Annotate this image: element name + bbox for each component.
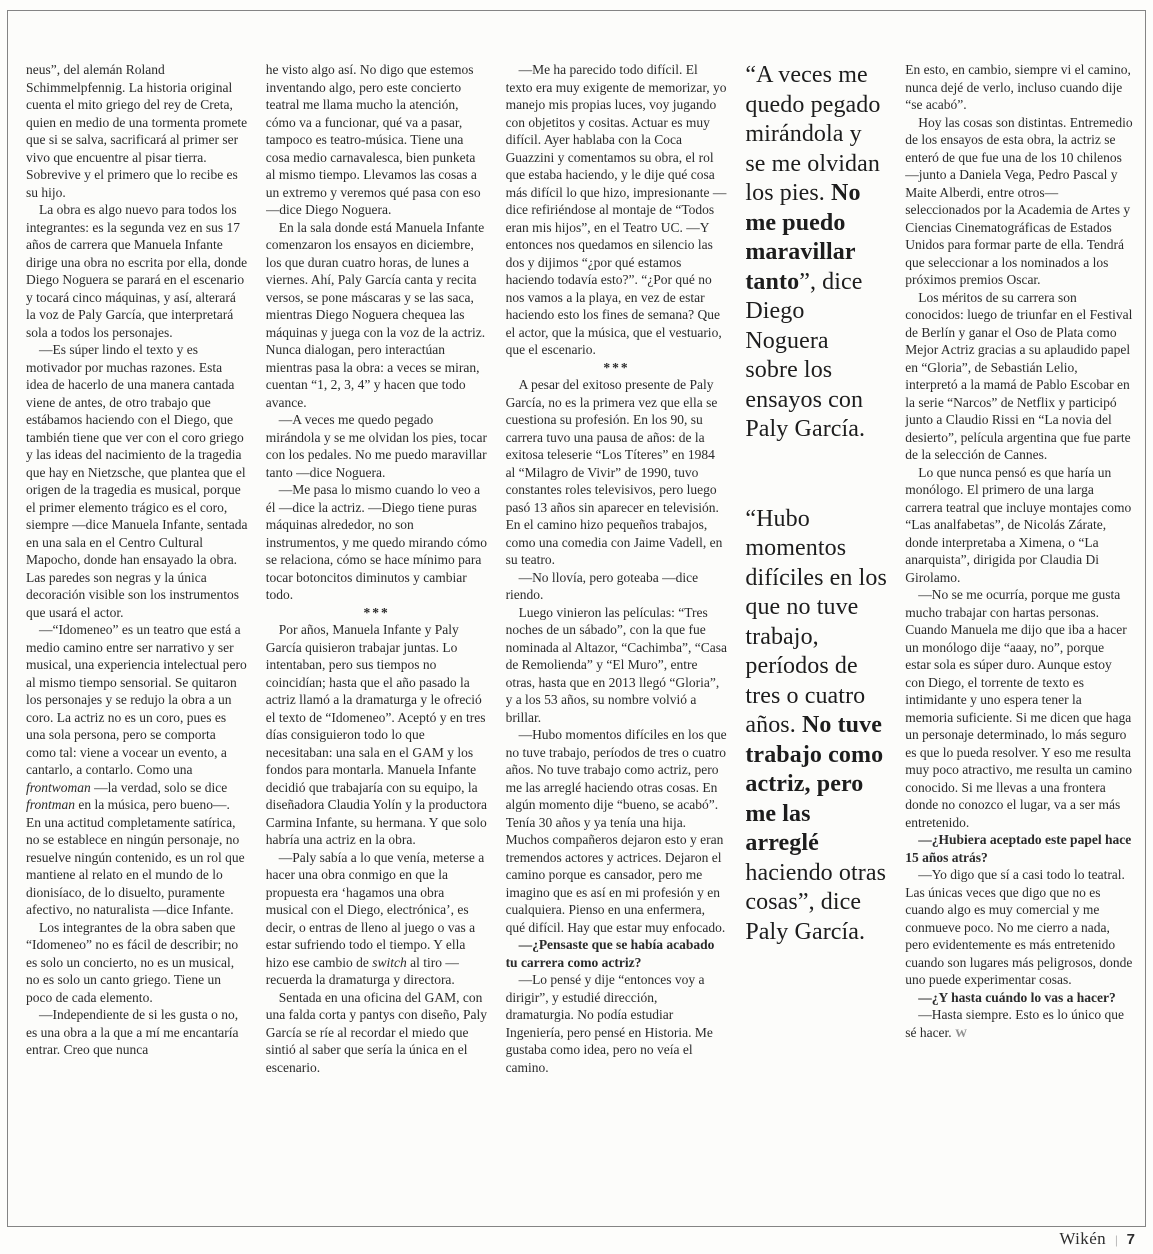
paragraph [905,1006,1133,1042]
text-run: Lo que nunca pensó es que haría un monólogo. El primero de una larga carrera teatral que incluye montajes como “Las analfabetas”, de Nicolás Zárate, donde interpretaba a Ximena, o “La anarquista”, dirigida por Claudia Di Girolamo. [905,464,1132,585]
text-run: al tiro —recuerda la dramaturga y directora. [265,954,459,987]
interview-question [905,831,1133,866]
paragraph [905,464,1133,587]
text-run: switch [372,954,407,970]
text-run: —Paly sabía a lo que venía, meterse a hacer una obra conmigo en que la propuesta era ‘hagamos una obra musical con el Diego, electrónica’, es decir, o entras de lleno al juego o vas a estar sufriendo todo el tiempo. Y ella hizo ese cambio de [265,849,485,970]
text-run: Hoy las cosas son distintas. Entremedio de los ensayos de esta obra, la actriz se enteró de que fue una de los 10 chilenos —junto a Daniela Vega, Pedro Pascal y Maite Alberdi, entre otros— seleccionados por la Academia de Artes y Ciencias Cinematográficas de Estados Unidos para formar parte de ella. Tendrá que seleccionar a los nominados a los próximos premios Oscar. [905,114,1133,287]
text-run: A pesar del exitoso presente de Paly García, no es la primera vez que ella se cuestiona su profesión. En los 90, su carrera tuvo una pausa de años: de la exitosa teleserie “Los Títeres” en 1984 al “Milagro de Vivir” de 1990, tuvo constantes roles televisivos, pero luego pasó 13 años sin aparecer en televisión. En el camino hizo pequeños trabajos, como una comedia con Jaime Vadell, en su teatro. [505,377,723,567]
text-run: —¿Pensaste que se había acabado tu carrera como actriz? [505,937,715,970]
text-run: he visto algo así. No digo que estemos inventando algo, pero este concierto teatral me llama mucho la atención, cómo va a funcionar, qué va a pasar, tampoco es teatro-música. Tiene una cosa medio carnavalesca, bien punketa al mismo tiempo. Llevamos las cosas a un extremo y veremos qué pasa con eso —dice Diego Noguera. [265,62,481,217]
paragraph [266,849,488,989]
text-run: —Me ha parecido todo difícil. El texto era muy exigente de memorizar, yo manejo mis propias luces, voy jugando con objetitos y cositas. Actuar es muy difícil. Ayer hablaba con la Coca Guazzini y comentamos su obra, el rol que estaba haciendo, y le dije qué cosa más difícil lo que hizo, impresionante —dice refiriéndose al montaje de “Todos eran mis hijos”, en el Teatro UC. —Y entonces nos quedamos en silencio las dos y dijimos “¿por qué estamos haciendo todavía esto?”. “¿Por qué no nos vamos a la playa, en vez de estar haciendo esto los fines de semana? Que el actor, que la música, que el vestuario, que el escenario. [505,62,727,357]
text-run: ”, dice Diego Noguera sobre los ensayos con Paly García. [745,268,866,442]
pull-quote [745,505,887,948]
text-run: —“Idomeneo” es un teatro que está a medio camino entre ser narrativo y ser musical, una experiencia intelectual pero al mismo tiempo sensorial. Se quitaron los personajes y se redujo la obra a un coro. La actriz no es un coro, pues es una sola persona, pero se comporta como tal: viene a vocear un evento, a cantarlo, a contarlo. Como una [26,622,247,777]
paragraph [266,621,488,849]
article-column-3 [506,61,728,1210]
paragraph [26,1006,248,1059]
page-footer [1059,1229,1135,1249]
text-run: neus”, del alemán Roland Schimmelpfennig. La historia original cuenta el mito griego del rey de Creta, quien en medio de una tormenta promete que si se salva, sacrificará al primer ser vivo que encuentre al pisar tierra. Sobrevive y el primero que lo recibe es su hijo. [26,62,248,200]
paragraph [506,376,728,569]
page-frame [7,10,1146,1227]
pull-quote [745,61,887,445]
paragraph [506,569,728,604]
paragraph [26,201,248,341]
paragraph [905,61,1133,114]
text-run: Luego vinieron las películas: “Tres noches de un sábado”, con la que fue nominada al Altazor, “Cachimba”, “Casa de Remolienda” y “El Muro”, entre otras, hasta que en 2013 llegó “Gloria”, y a los 53 años, su nombre volvió a brillar. [505,604,727,725]
text-run: —¿Hubiera aceptado este papel hace 15 años atrás? [905,832,1132,865]
text-run: Sentada en una oficina del GAM, con una falda corta y pantys con diseño, Paly García se ríe al recordar el miedo que sintió al saber que sería la única en el escenario. [265,989,487,1075]
text-run: No me puedo maravillar tanto [745,180,861,295]
paragraph [905,586,1133,831]
paragraph [506,726,728,936]
footer-divider: | [1115,1232,1118,1247]
paragraph [266,219,488,412]
pull-quote-column [745,61,887,1210]
article-column-1 [26,61,248,1210]
text-run: —No se me ocurría, porque me gusta mucho trabajar con hartas personas. Cuando Manuela me dijo que iba a hacer un monólogo dije “aaay, no”, porque estar sola es súper duro. Aunque estoy con Diego, el torrente de texto es intimidante y uno espera tener la memoria suficiente. Si me dicen que haga un personaje determinado, lo más seguro es que lo pueda resolver. Y eso me resulta muy poco atractivo, me resulta un camino conocido. Si me llevas a una frontera donde no conozco el lugar, va a ser más entretenido. [905,587,1133,830]
paragraph [26,61,248,201]
paragraph [26,341,248,621]
text-run: frontman [26,797,76,812]
text-run: —Lo pensé y dije “entonces voy a dirigir”, y estudié dirección, dramaturgia. No podía estudiar Ingeniería, pero pensé en Historia. Me gustaba como idea, pero no veía el camino. [505,972,713,1075]
article-column-2 [266,61,488,1210]
paragraph [506,971,728,1076]
paragraph [266,481,488,604]
paragraph [266,61,488,219]
text-run: —Yo digo que sí a casi todo lo teatral. Las únicas veces que digo que no es cuando algo es muy comercial y me conmueve poco. No me cierro a nada, pero evidentemente es más entretenido cuando son lugares más peligrosos, donde uno puede experimentar cosas. [905,867,1133,987]
text-run: Los méritos de su carrera son conocidos: luego de triunfar en el Festival de Berlín y ganar el Oso de Plata como Mejor Actriz gracias a su aplaudido papel en “Gloria”, de Sebastián Lelio, interpretó a la mamá de Pablo Escobar en la serie “Narcos” de Netflix y participó junto a Claudio Rissi en “La novia del desierto”, película argentina que fue parte de la selección de Cannes. [905,289,1133,462]
text-run: “Hubo momentos difíciles en los que no tuve trabajo, períodos de tres o cuatro años. [745,505,887,738]
article-column-5 [905,61,1133,1210]
text-run: —A veces me quedo pegado mirándola y se me olvidan los pies, tocar con los pedales. No me puedo maravillar tanto —dice Noguera. [265,412,487,480]
wiken-end-mark: W [955,1025,969,1040]
section-separator: *** [603,359,630,375]
text-run: en la música, pero bueno—. En una actitud completamente satírica, no se establece en ningún personaje, no resuelve ningún contenido, es un rol que mantiene al relato en el mundo de lo dionisíaco, de lo disuelto, puramente afectivo, no naturalista —dice Infante. [26,797,245,917]
text-run: —la verdad, solo se dice [90,779,228,795]
interview-question [905,989,1133,1007]
section-separator: *** [363,604,390,620]
text-run: —Me pasa lo mismo cuando lo veo a él —dice la actriz. —Diego tiene puras máquinas alrededor, no son instrumentos, y me quedo mirando cómo se relaciona, cómo se hace mínimo para tocar botoncitos diminutos y cambiar todo. [265,482,487,602]
text-run: En la sala donde está Manuela Infante comenzaron los ensayos en diciembre, los que duran cuatro horas, de lunes a viernes. Ahí, Paly García canta y recita versos, se pone máscaras y se las saca, mientras Diego Noguera chequea las máquinas y juega con la voz de la actriz. Nunca dialogan, pero interactúan mientras pasa la obra: a veces se miran, cuentan “1, 2, 3, 4” y hacen que todo avance. [265,219,486,410]
paragraph [26,621,248,919]
text-run: —No llovía, pero goteaba —dice riendo. [505,569,699,602]
paragraph [905,866,1133,989]
text-run: Los integrantes de la obra saben que “Idomeneo” no es fácil de describir; no es solo un concierto, no es un musical, no es solo un canto griego. Tiene un poco de cada elemento. [26,919,239,1005]
text-run: frontwoman [26,779,91,795]
text-run: No tuve trabajo como actriz, pero me las arreglé [745,712,884,856]
text-run: —Es súper lindo el texto y es motivador por muchas razones. Esta idea de hacerlo de una manera cantada viene de antes, de otro trabajo que estábamos haciendo con el Diego, que también tiene que ver con el coro griego y las ideas del nacimiento de la tragedia que hay en Nietzsche, que plantea que el origen de la tragedia es musical, porque el primer elemento trágico es el coro, siempre —dice Manuela Infante, sentada en una sala en el Centro Cultural Mapocho, donde han ensayado la obra. Las paredes son negras y la única decoración visible son los instrumentos que usará el actor. [26,342,248,620]
paragraph [506,604,728,727]
paragraph [905,114,1133,289]
paragraph [506,61,728,359]
text-run: “A veces me quedo pegado mirándola y se me olvidan los pies. [745,62,881,206]
text-run: —¿Y hasta cuándo lo vas a hacer? [918,989,1116,1005]
text-run: —Hasta siempre. Esto es lo único que sé hacer. [905,1007,1125,1040]
publication-name: Wikén [1059,1229,1107,1248]
text-run: —Hubo momentos difíciles en los que no tuve trabajo, períodos de tres o cuatro años. No tuve trabajo como actriz, pero me las arreglé haciendo otras cosas. En algún momento dije “bueno, se acabó”. Tenía 30 años y ya tenía una hija. Muchos compañeros dejaron esto y eran tremendos actores y actrices. Dejaron el camino porque es cansador, pero me imagino que es así en mi profesión y en cualquiera. Pienso en una enfermera, qué difícil. Hay que estar muy enfocado. [505,727,727,935]
text-run: —Independiente de si les gusta o no, es una obra a la que a mí me encantaría entrar. Creo que nunca [26,1007,239,1057]
text-run: En esto, en cambio, siempre vi el camino, nunca dejé de verlo, incluso cuando dije “se acabó”. [905,62,1131,112]
interview-question [506,936,728,971]
text-run: Por años, Manuela Infante y Paly García quisieron trabajar juntas. Lo intentaban, pero sus tiempos no coincidían; hasta que el año pasado la actriz llamó a la dramaturga y le ofreció el texto de “Idomeneo”. Aceptó y en tres días consiguieron todo lo que necesitaban: una sala en el GAM y los fondos para montarla. Manuela Infante decidió que trabajaría con su equipo, la diseñadora Claudia Yolín y la productora Carmina Infante, su hermana. Y que solo habría una actriz en la obra. [265,622,487,847]
text-run: La obra es algo nuevo para todos los integrantes: es la segunda vez en sus 17 años de carrera que Manuela Infante dirige una obra no escrita por ella, donde Diego Noguera se parará en el escenario y tocará cinco máquinas, y así, alterará la voz de Paly García, que interpretará sola a todos los personajes. [26,202,248,340]
paragraph [266,411,488,481]
paragraph [905,289,1133,464]
text-run: haciendo otras cosas”, dice Paly García. [745,859,887,945]
paragraph [26,919,248,1007]
paragraph [266,989,488,1077]
page-number: 7 [1126,1231,1135,1248]
